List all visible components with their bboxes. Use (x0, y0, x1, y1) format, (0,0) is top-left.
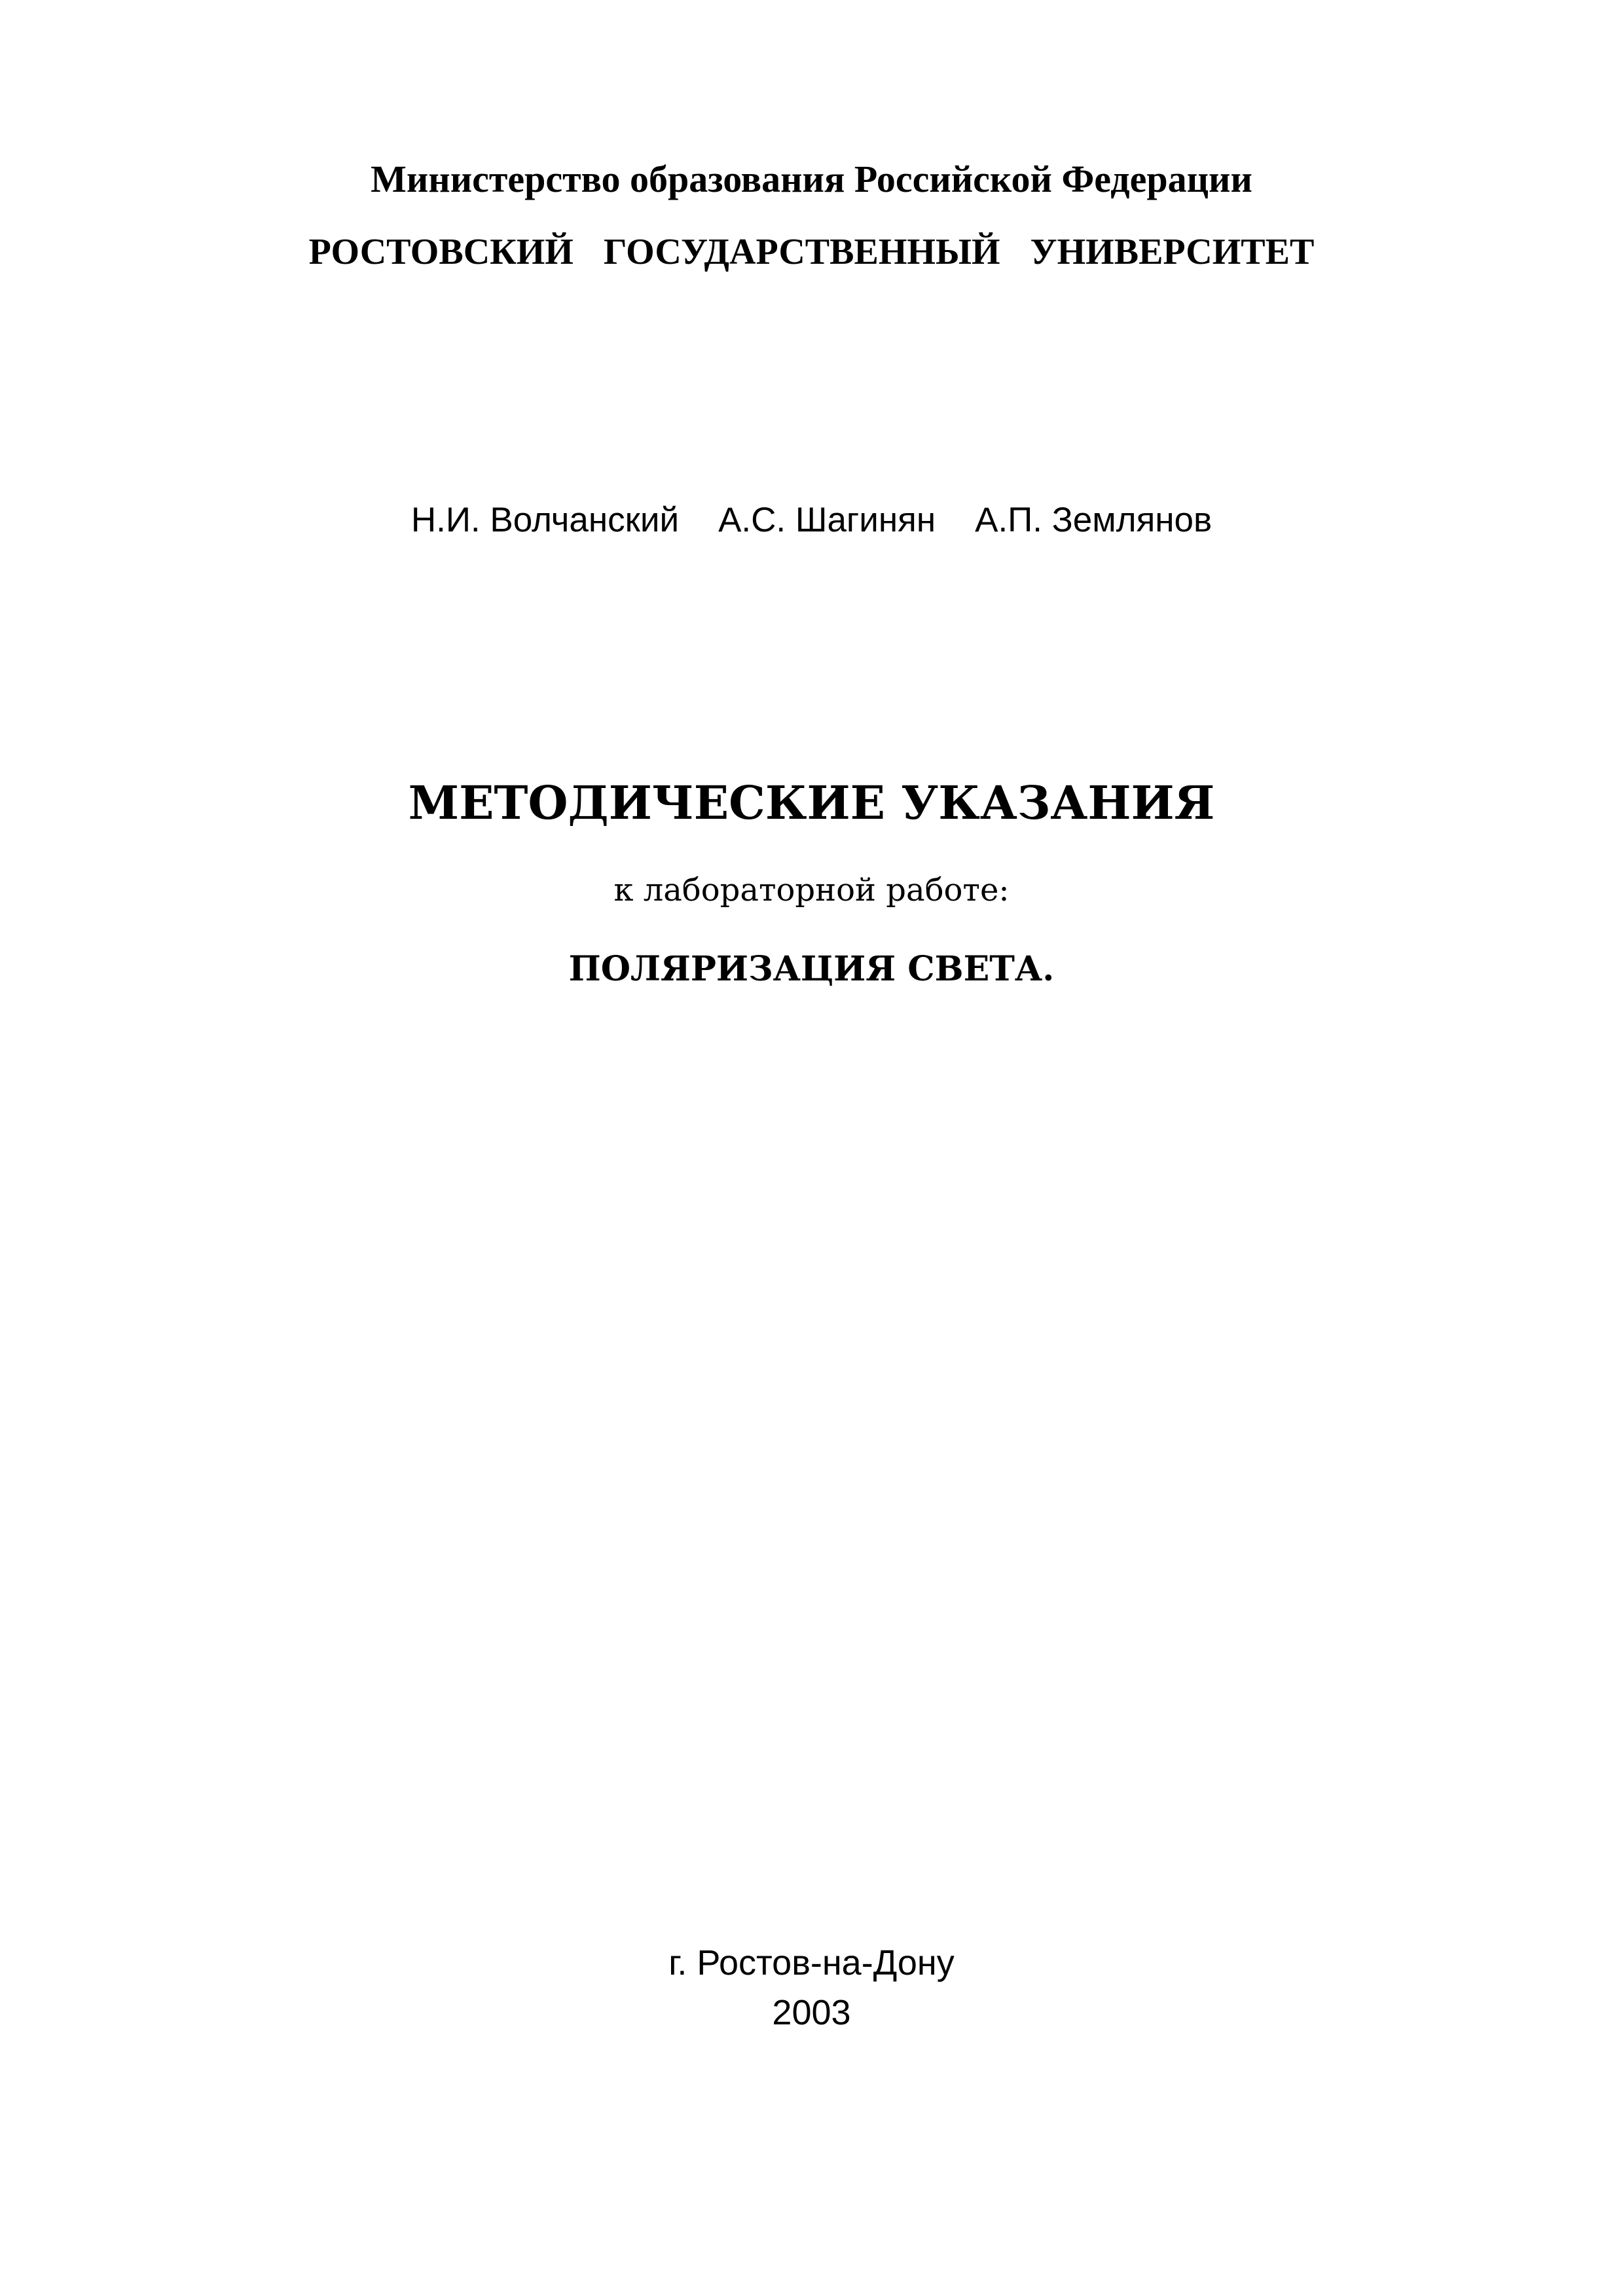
university-name-word: УНИВЕРСИТЕТ (1030, 232, 1315, 272)
author-name: А.С. Шагинян (718, 501, 936, 539)
document-subtitle: к лабораторной работе: (613, 872, 1010, 908)
university-name-word: ГОСУДАРСТВЕННЫЙ (603, 232, 1000, 272)
author-name: Н.И. Волчанский (410, 501, 680, 539)
university-name-word: РОСТОВСКИЙ (308, 232, 574, 272)
authors-line (0, 503, 1623, 537)
lab-work-title: ПОЛЯРИЗАЦИЯ СВЕТА. (568, 949, 1055, 989)
ministry-heading: Министерство образования Российской Федерации (371, 158, 1252, 200)
publication-city: г. Ростов-на-Дону (668, 1943, 955, 1982)
document-title: МЕТОДИЧЕСКИЕ УКАЗАНИЯ (408, 776, 1215, 830)
publication-year: 2003 (772, 1993, 851, 2032)
university-name (0, 234, 1623, 270)
author-name: А.П. Землянов (975, 501, 1213, 539)
